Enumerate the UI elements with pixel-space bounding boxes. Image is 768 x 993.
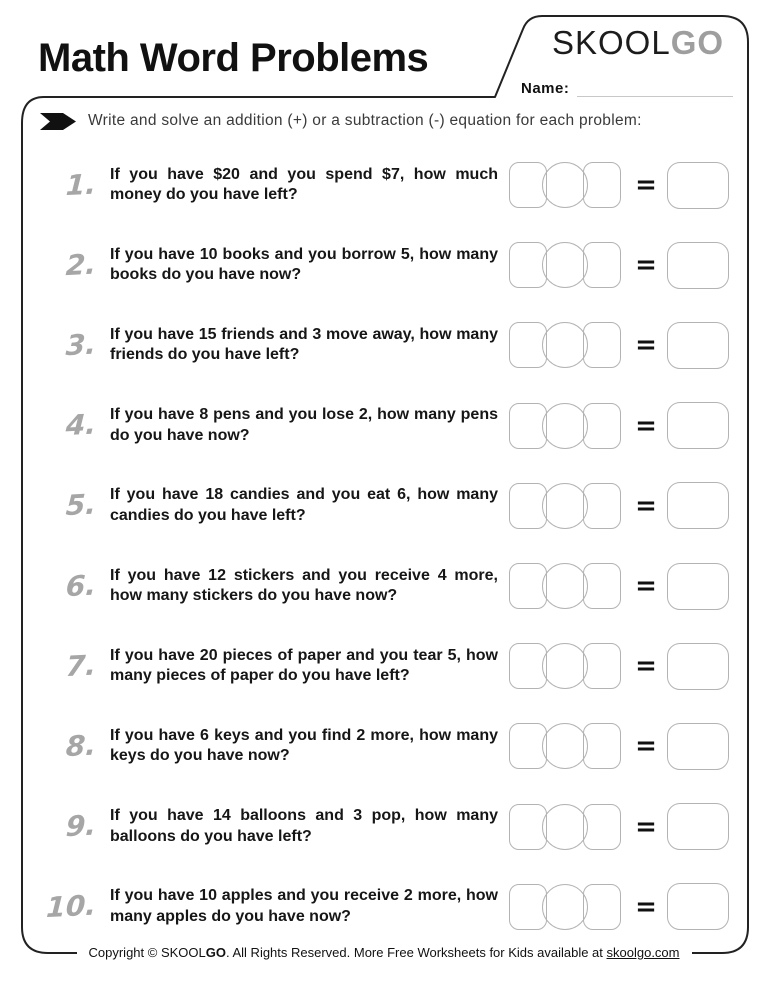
result-box[interactable] xyxy=(667,643,729,690)
problem-text: If you have $20 and you spend $7, how much money do you have left? xyxy=(110,165,498,204)
second-operand-box[interactable] xyxy=(583,403,621,449)
name-input-line[interactable] xyxy=(577,81,733,97)
equation-answer-group xyxy=(509,482,729,529)
arrow-icon xyxy=(40,113,77,130)
problem-number: 6. xyxy=(64,568,97,603)
equals-sign: = xyxy=(635,410,657,441)
problem-text: If you have 14 balloons and 3 pop, how many balloons do you have left? xyxy=(110,807,498,845)
problem-number: 7. xyxy=(64,648,97,683)
problem-text: If you have 12 stickers and you receive 4 more, how many stickers do you have now? xyxy=(110,566,498,605)
result-box[interactable] xyxy=(667,322,729,369)
second-operand-box[interactable] xyxy=(583,322,621,368)
problem-text: If you have 18 candies and you eat 6, how many candies do you have left? xyxy=(110,486,498,524)
second-operand-box[interactable] xyxy=(583,723,621,769)
problem-text: If you have 6 keys and you find 2 more, how many keys do you have now? xyxy=(110,726,498,765)
equals-sign: = xyxy=(635,891,657,922)
equation-answer-group xyxy=(509,162,729,209)
result-box[interactable] xyxy=(667,723,729,770)
operator-circle[interactable] xyxy=(542,804,588,850)
problem-row xyxy=(40,225,728,305)
second-operand-box[interactable] xyxy=(583,242,621,288)
problem-text: If you have 15 friends and 3 move away, how many friends do you have left? xyxy=(110,325,498,364)
copyright-suffix: . All Rights Reserved. More Free Worksheets for Kids available at xyxy=(225,945,607,960)
problem-number: 2. xyxy=(64,247,97,282)
problem-row xyxy=(40,386,728,466)
operator-circle[interactable] xyxy=(542,563,588,609)
skoolgo-link[interactable]: skoolgo.com xyxy=(606,945,680,960)
equation-answer-group xyxy=(509,883,729,930)
equation-answer-group xyxy=(509,803,729,850)
second-operand-box[interactable] xyxy=(583,804,621,850)
operator-circle[interactable] xyxy=(542,884,588,930)
second-operand-box[interactable] xyxy=(583,162,621,208)
equation-answer-group xyxy=(509,723,729,770)
problem-row xyxy=(40,867,728,947)
problem-number: 9. xyxy=(64,808,97,844)
equals-sign: = xyxy=(635,170,657,201)
problem-number: 4. xyxy=(64,407,97,443)
result-box[interactable] xyxy=(667,482,729,529)
equals-sign: = xyxy=(635,571,657,602)
second-operand-box[interactable] xyxy=(583,643,621,689)
result-box[interactable] xyxy=(667,162,729,209)
problem-number: 3. xyxy=(64,327,97,363)
copyright-text xyxy=(77,945,692,960)
result-box[interactable] xyxy=(667,402,729,449)
second-operand-box[interactable] xyxy=(583,563,621,609)
operator-circle[interactable] xyxy=(542,483,588,529)
problem-text: If you have 10 apples and you receive 2 more, how many apples do you have now? xyxy=(110,887,498,925)
equation-answer-group xyxy=(509,242,729,289)
problem-row xyxy=(40,145,728,225)
operator-circle[interactable] xyxy=(542,322,588,368)
copyright-go: GO xyxy=(205,945,226,960)
equals-sign: = xyxy=(635,811,657,842)
operator-circle[interactable] xyxy=(542,242,588,288)
problem-number: 1. xyxy=(64,167,97,202)
equation-answer-group xyxy=(509,402,729,449)
operator-circle[interactable] xyxy=(542,162,588,208)
problem-row xyxy=(40,787,728,867)
copyright-prefix: Copyright © SKOOL xyxy=(88,945,206,960)
problem-text: If you have 20 pieces of paper and you tear 5, how many pieces of paper do you have left? xyxy=(110,646,498,685)
name-label: Name: xyxy=(521,80,570,97)
problem-row xyxy=(40,305,728,385)
problem-text: If you have 8 pens and you lose 2, how many pens do you have now? xyxy=(110,406,498,444)
equals-sign: = xyxy=(635,250,657,281)
operator-circle[interactable] xyxy=(542,643,588,689)
result-box[interactable] xyxy=(667,563,729,610)
skoolgo-logo xyxy=(540,24,736,62)
equation-answer-group xyxy=(509,322,729,369)
page-title: Math Word Problems xyxy=(38,36,429,80)
equals-sign: = xyxy=(635,490,657,521)
problem-row xyxy=(40,626,728,706)
footer xyxy=(0,944,768,962)
equals-sign: = xyxy=(635,731,657,762)
second-operand-box[interactable] xyxy=(583,483,621,529)
logo-skool-text: SKOOL xyxy=(551,24,671,61)
problem-text: If you have 10 books and you borrow 5, how many books do you have now? xyxy=(110,245,498,284)
logo-go-text: GO xyxy=(670,24,725,61)
result-box[interactable] xyxy=(667,883,729,930)
equation-answer-group xyxy=(509,563,729,610)
problems-list xyxy=(22,145,728,947)
problem-number: 5. xyxy=(64,487,97,523)
problem-number: 10. xyxy=(45,888,97,925)
operator-circle[interactable] xyxy=(542,403,588,449)
instruction-row xyxy=(40,112,730,130)
equals-sign: = xyxy=(635,651,657,682)
result-box[interactable] xyxy=(667,803,729,850)
name-field-row xyxy=(521,80,733,97)
problem-row xyxy=(40,466,728,546)
problem-number: 8. xyxy=(64,728,97,763)
second-operand-box[interactable] xyxy=(583,884,621,930)
operator-circle[interactable] xyxy=(542,723,588,769)
problem-row xyxy=(40,706,728,786)
result-box[interactable] xyxy=(667,242,729,289)
equals-sign: = xyxy=(635,330,657,361)
problem-row xyxy=(40,546,728,626)
instruction-text: Write and solve an addition (+) or a subtraction (-) equation for each problem: xyxy=(88,112,642,129)
equation-answer-group xyxy=(509,643,729,690)
